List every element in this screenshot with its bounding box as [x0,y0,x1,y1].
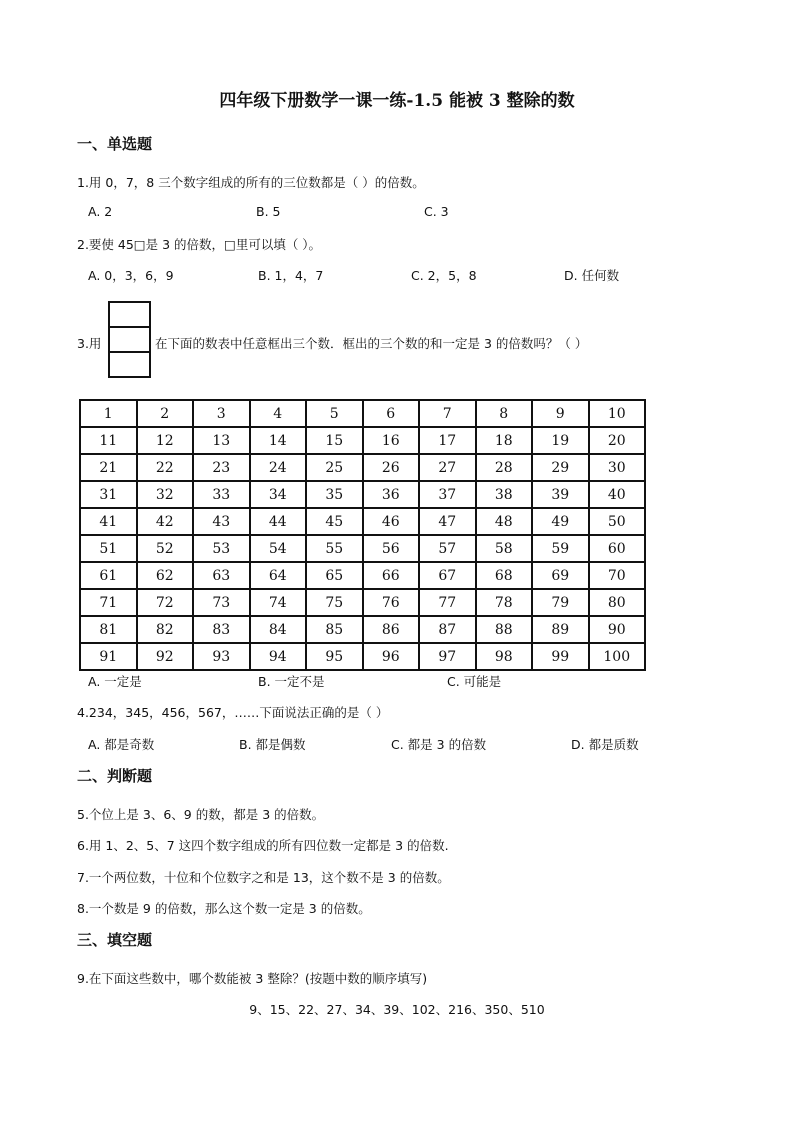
table-cell: 23 [193,454,250,481]
table-cell: 9 [532,400,589,427]
table-cell: 24 [250,454,307,481]
table-cell: 41 [80,508,137,535]
table-cell: 61 [80,562,137,589]
table-cell: 87 [419,616,476,643]
table-cell: 100 [589,643,646,670]
q3-option-a: A. 一定是 [88,674,142,689]
question-5: 5.个位上是 3、6、9 的数，都是 3 的倍数。 [77,807,325,822]
table-cell: 84 [250,616,307,643]
table-cell: 7 [419,400,476,427]
table-cell: 49 [532,508,589,535]
table-cell: 68 [476,562,533,589]
table-cell: 65 [306,562,363,589]
table-cell: 48 [476,508,533,535]
table-cell: 67 [419,562,476,589]
table-cell: 42 [137,508,194,535]
table-cell: 59 [532,535,589,562]
table-cell: 98 [476,643,533,670]
table-cell: 57 [419,535,476,562]
table-cell: 53 [193,535,250,562]
q4-option-b: B. 都是偶数 [239,737,306,752]
table-cell: 62 [137,562,194,589]
table-cell: 21 [80,454,137,481]
table-cell: 5 [306,400,363,427]
table-cell: 16 [363,427,420,454]
table-cell: 73 [193,589,250,616]
table-cell: 17 [419,427,476,454]
table-cell: 10 [589,400,646,427]
table-cell: 32 [137,481,194,508]
table-cell: 90 [589,616,646,643]
table-cell: 96 [363,643,420,670]
table-row [80,535,645,562]
table-cell: 50 [589,508,646,535]
question-8: 8.一个数是 9 的倍数，那么这个数一定是 3 的倍数。 [77,901,371,916]
table-cell: 92 [137,643,194,670]
q1-option-a: A. 2 [88,204,113,219]
table-cell: 86 [363,616,420,643]
table-cell: 99 [532,643,589,670]
table-cell: 69 [532,562,589,589]
table-cell: 56 [363,535,420,562]
table-cell: 27 [419,454,476,481]
table-row [80,589,645,616]
table-row [80,508,645,535]
table-cell: 91 [80,643,137,670]
table-cell: 89 [532,616,589,643]
table-cell: 94 [250,643,307,670]
table-cell: 75 [306,589,363,616]
table-cell: 34 [250,481,307,508]
table-cell: 31 [80,481,137,508]
table-cell: 97 [419,643,476,670]
question-7: 7.一个两位数，十位和个位数字之和是 13，这个数不是 3 的倍数。 [77,870,450,885]
table-row [80,616,645,643]
table-cell: 44 [250,508,307,535]
three-cell-frame-icon [108,301,151,381]
table-cell: 82 [137,616,194,643]
question-3-prefix: 3.用 [77,336,102,351]
q3-option-c: C. 可能是 [447,674,502,689]
table-cell: 88 [476,616,533,643]
table-row [80,400,645,427]
table-cell: 55 [306,535,363,562]
table-cell: 37 [419,481,476,508]
table-cell: 35 [306,481,363,508]
table-cell: 11 [80,427,137,454]
table-cell: 8 [476,400,533,427]
table-cell: 1 [80,400,137,427]
q4-option-a: A. 都是奇数 [88,737,155,752]
table-cell: 93 [193,643,250,670]
table-cell: 43 [193,508,250,535]
table-cell: 13 [193,427,250,454]
table-cell: 60 [589,535,646,562]
table-cell: 71 [80,589,137,616]
table-cell: 15 [306,427,363,454]
q4-option-d: D. 都是质数 [571,737,639,752]
table-cell: 95 [306,643,363,670]
table-cell: 52 [137,535,194,562]
table-cell: 12 [137,427,194,454]
table-cell: 3 [193,400,250,427]
table-cell: 14 [250,427,307,454]
table-cell: 76 [363,589,420,616]
question-9: 9.在下面这些数中，哪个数能被 3 整除？(按题中数的顺序填写) [77,971,428,986]
table-row [80,643,645,670]
table-cell: 29 [532,454,589,481]
table-cell: 40 [589,481,646,508]
table-cell: 19 [532,427,589,454]
table-cell: 85 [306,616,363,643]
table-cell: 47 [419,508,476,535]
table-row [80,481,645,508]
table-cell: 26 [363,454,420,481]
table-cell: 78 [476,589,533,616]
table-cell: 63 [193,562,250,589]
question-3: 在下面的数表中任意框出三个数．框出的三个数的和一定是 3 的倍数吗？（ ） [155,336,588,351]
table-cell: 58 [476,535,533,562]
q2-option-c: C. 2，5，8 [411,268,477,283]
table-cell: 4 [250,400,307,427]
table-cell: 77 [419,589,476,616]
table-cell: 64 [250,562,307,589]
question-2: 2.要使 45□是 3 的倍数，□里可以填（ ）。 [77,237,322,252]
table-cell: 28 [476,454,533,481]
table-cell: 36 [363,481,420,508]
q4-option-c: C. 都是 3 的倍数 [391,737,487,752]
q1-option-c: C. 3 [424,204,449,219]
table-row [80,562,645,589]
table-row [80,427,645,454]
question-6: 6.用 1、2、5、7 这四个数字组成的所有四位数一定都是 3 的倍数. [77,838,449,853]
section-heading-single-choice: 一、单选题 [77,135,153,153]
table-cell: 6 [363,400,420,427]
table-cell: 33 [193,481,250,508]
table-cell: 81 [80,616,137,643]
table-cell: 72 [137,589,194,616]
table-cell: 18 [476,427,533,454]
table-cell: 2 [137,400,194,427]
table-cell: 20 [589,427,646,454]
q2-option-b: B. 1，4，7 [258,268,324,283]
table-cell: 74 [250,589,307,616]
table-cell: 38 [476,481,533,508]
q1-option-b: B. 5 [256,204,281,219]
question-4: 4.234，345，456，567，……下面说法正确的是（ ） [77,705,389,720]
table-cell: 25 [306,454,363,481]
table-cell: 70 [589,562,646,589]
table-cell: 66 [363,562,420,589]
table-cell: 54 [250,535,307,562]
table-cell: 22 [137,454,194,481]
table-cell: 83 [193,616,250,643]
question-1: 1.用 0，7，8 三个数字组成的所有的三位数都是（ ）的倍数。 [77,175,425,190]
table-cell: 46 [363,508,420,535]
question-9-number-list: 9、15、22、27、34、39、102、216、350、510 [249,1002,545,1017]
table-cell: 45 [306,508,363,535]
section-heading-true-false: 二、判断题 [77,767,153,785]
table-cell: 39 [532,481,589,508]
table-cell: 80 [589,589,646,616]
table-cell: 51 [80,535,137,562]
q3-option-b: B. 一定不是 [258,674,325,689]
section-heading-fill-in: 三、填空题 [77,931,153,949]
table-row [80,454,645,481]
q2-option-d: D. 任何数 [564,268,620,283]
table-cell: 30 [589,454,646,481]
q2-option-a: A. 0，3，6，9 [88,268,174,283]
table-cell: 79 [532,589,589,616]
page-title: 四年级下册数学一课一练-1.5 能被 3 整除的数 [219,91,575,111]
number-table [79,399,646,671]
